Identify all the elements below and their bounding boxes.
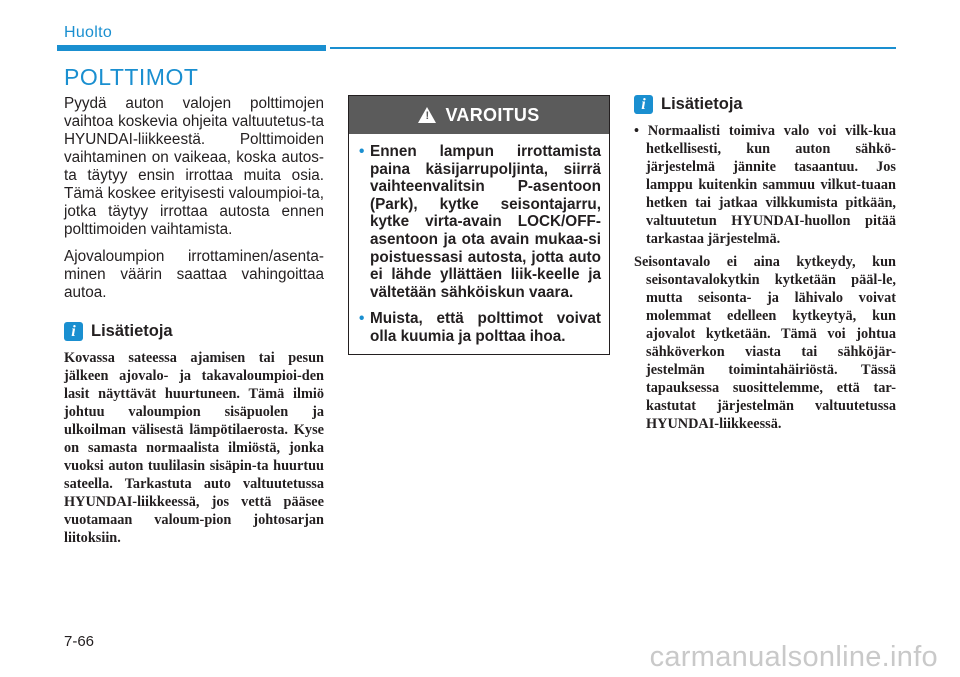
info-title: Lisätietoja	[661, 95, 743, 113]
info-title: Lisätietoja	[91, 322, 173, 340]
info-text: Kovassa sateessa ajamisen tai pesun jälkeen ajovalo- ja takavaloumpioi-den lasit näyttävät huurtuneen. Tämä ilmiö johtuu valoumpion sisäpuolen ja ulkoilman välisestä lämpötilaerosta. Kyse on samasta normaalista ilmiöstä, jonka vuoksi auton tuulilasin sisäpin-ta huurtuu sateella. Tarkastuta auto valtuutetussa HYUNDAI-liikkeessä, jos vettä pääsee vuotamaan valoum-pion johtosarjan liitoksiin.	[64, 350, 324, 546]
page-title: POLTTIMOT	[64, 64, 199, 90]
header-rule-thin	[330, 47, 896, 49]
section-label: Huolto	[64, 24, 113, 41]
warning-header	[349, 96, 609, 134]
info-list-item: • Normaalisti toimiva valo voi vilk-kua hetkellisesti, kun auton sähkö-järjestelmä jännite tasaantuu. Jos lamppu kuitenkin sammuu vilkut-tuaan hetken tai jatkaa vilkkumista pitkään, valtuutetun HYUNDAI-huollon pitää tarkastaa järjestelmä.	[634, 123, 896, 247]
warning-box	[348, 95, 610, 355]
warning-title: VAROITUS	[445, 104, 540, 125]
info-icon: i	[64, 322, 83, 341]
warning-list	[349, 134, 609, 346]
caution-paragraph: Ajovaloumpion irrottaminen/asenta-minen väärin saattaa vahingoittaa autoa.	[64, 248, 324, 301]
right-column	[634, 95, 896, 438]
warning-triangle-icon: !	[418, 107, 436, 123]
left-column	[64, 95, 324, 547]
info-heading	[634, 95, 896, 114]
warning-item: • Muista, että polttimot voivat olla kuumia ja polttaa ihoa.	[359, 310, 601, 345]
info-list-item: Seisontavalo ei aina kytkeydy, kun seisontavalokytkin kytketään pääl-le, mutta seisonta- ja lähivalo voivat molemmat edelleen kytkeytyä, kun ajovalot kytketään. Tämä voi johtua sähköverkon viasta tai sähköjär-jestelmän toimintahäiriöstä. Tässä tapauksessa suosittelemme, että tar-kastutat järjestelmän valtuutetussa HYUNDAI-liikkeessä.	[634, 254, 896, 432]
info-icon: i	[634, 95, 653, 114]
warning-item: • Ennen lampun irrottamista paina käsijarrupoljinta, siirrä vaihteenvalitsin P-asentoon (Park), kytke seisontajarru, kytke virta-avain LOCK/OFF-asentoon ja ota avain mukaa-si poistuessasi autosta, jotta auto ei lähde yllättäen liik-keelle ja vältetään sähköiskun vaara.	[359, 143, 601, 301]
watermark: carmanualsonline.info	[649, 641, 938, 673]
page-number: 7-66	[64, 633, 95, 650]
info-list	[634, 122, 896, 433]
header-rule-thick	[57, 45, 326, 51]
intro-paragraph: Pyydä auton valojen polttimojen vaihtoa koskevia ohjeita valtuutetus-ta HYUNDAI-liikkeestä. Polttimoiden vaihtaminen on vaikeaa, koska autos-ta täytyy ensin irrottaa muita osia. Tämä koskee erityisesti valoumpioi-ta, jotka täytyy irrottaa autosta ennen polttimoiden vaihtamista.	[64, 95, 324, 238]
info-heading	[64, 322, 324, 341]
